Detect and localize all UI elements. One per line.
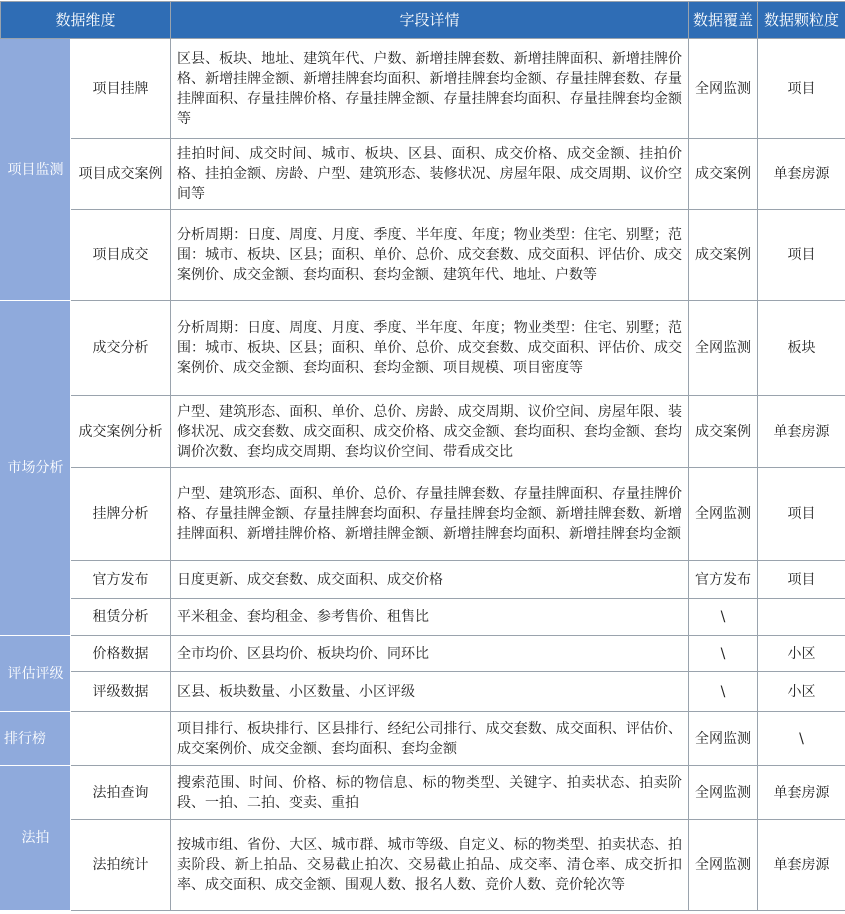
table-row bbox=[1, 139, 845, 210]
sub-dimension-cell bbox=[71, 712, 171, 766]
sub-dimension-cell: 评级数据 bbox=[71, 672, 171, 712]
coverage-cell: 成交案例 bbox=[689, 210, 758, 301]
granularity-cell: 小区 bbox=[758, 636, 845, 672]
field-detail-cell: 按城市组、省份、大区、城市群、城市等级、自定义、标的物类型、拍卖状态、拍卖阶段、新上拍品、交易截止拍次、交易截止拍品、成交率、清仓率、成交折扣率、成交面积、成交金额、围观人数、报名人数、竞价人数、竞价轮次等 bbox=[171, 820, 689, 911]
granularity-cell: 单套房源 bbox=[758, 820, 845, 911]
group-label: 项目监测 bbox=[1, 39, 71, 301]
field-detail-cell: 分析周期：日度、周度、月度、季度、半年度、年度；物业类型：住宅、别墅；范围：城市、板块、区县；面积、单价、总价、成交套数、成交面积、评估价、成交案例价、成交金额、套均面积、套均金额、项目规模、项目密度等 bbox=[171, 301, 689, 396]
table-header-row bbox=[1, 2, 845, 39]
table-row bbox=[1, 636, 845, 672]
sub-dimension-cell: 成交分析 bbox=[71, 301, 171, 396]
coverage-cell: 全网监测 bbox=[689, 766, 758, 820]
granularity-cell: 项目 bbox=[758, 39, 845, 139]
sub-dimension-cell: 挂牌分析 bbox=[71, 468, 171, 561]
granularity-cell: 项目 bbox=[758, 561, 845, 599]
header-granularity: 数据颗粒度 bbox=[758, 2, 845, 39]
sub-dimension-cell: 项目成交 bbox=[71, 210, 171, 301]
field-detail-cell: 搜索范围、时间、价格、标的物信息、标的物类型、关键字、拍卖状态、拍卖阶段、一拍、二拍、变卖、重拍 bbox=[171, 766, 689, 820]
field-detail-cell: 区县、板块、地址、建筑年代、户数、新增挂牌套数、新增挂牌面积、新增挂牌价格、新增挂牌金额、新增挂牌套均面积、新增挂牌套均金额、存量挂牌套数、存量挂牌面积、存量挂牌价格、存量挂牌金额、存量挂牌套均面积、存量挂牌套均金额等 bbox=[171, 39, 689, 139]
table-row bbox=[1, 672, 845, 712]
coverage-cell: 成交案例 bbox=[689, 396, 758, 468]
granularity-cell: 板块 bbox=[758, 301, 845, 396]
field-detail-cell: 挂拍时间、成交时间、城市、板块、区县、面积、成交价格、成交金额、挂拍价格、挂拍金额、房龄、户型、建筑形态、装修状况、房屋年限、成交周期、议价空间等 bbox=[171, 139, 689, 210]
field-detail-cell: 项目排行、板块排行、区县排行、经纪公司排行、成交套数、成交面积、评估价、成交案例价、成交金额、套均面积、套均金额 bbox=[171, 712, 689, 766]
granularity-cell: 单套房源 bbox=[758, 766, 845, 820]
sub-dimension-cell: 租赁分析 bbox=[71, 599, 171, 636]
group-label: 评估评级 bbox=[1, 636, 71, 712]
sub-dimension-cell: 项目挂牌 bbox=[71, 39, 171, 139]
table-row bbox=[1, 766, 845, 820]
group-label: 市场分析 bbox=[1, 301, 71, 636]
field-detail-cell: 日度更新、成交套数、成交面积、成交价格 bbox=[171, 561, 689, 599]
table-row bbox=[1, 301, 845, 396]
coverage-cell: 全网监测 bbox=[689, 39, 758, 139]
sub-dimension-cell: 法拍查询 bbox=[71, 766, 171, 820]
field-detail-cell: 户型、建筑形态、面积、单价、总价、房龄、成交周期、议价空间、房屋年限、装修状况、成交套数、成交面积、成交价格、成交金额、套均面积、套均金额、套均调价次数、套均成交周期、套均议价空间、带看成交比 bbox=[171, 396, 689, 468]
table-row bbox=[1, 210, 845, 301]
sub-dimension-cell: 官方发布 bbox=[71, 561, 171, 599]
table-body bbox=[1, 39, 845, 911]
granularity-cell: 项目 bbox=[758, 210, 845, 301]
granularity-cell: 小区 bbox=[758, 672, 845, 712]
coverage-cell: 全网监测 bbox=[689, 301, 758, 396]
sub-dimension-cell: 成交案例分析 bbox=[71, 396, 171, 468]
field-detail-cell: 平米租金、套均租金、参考售价、租售比 bbox=[171, 599, 689, 636]
coverage-cell: 全网监测 bbox=[689, 712, 758, 766]
table-row bbox=[1, 468, 845, 561]
sub-dimension-cell: 法拍统计 bbox=[71, 820, 171, 911]
granularity-cell: 单套房源 bbox=[758, 139, 845, 210]
coverage-cell: \ bbox=[689, 599, 758, 636]
sub-dimension-cell: 项目成交案例 bbox=[71, 139, 171, 210]
coverage-cell: \ bbox=[689, 672, 758, 712]
table-row bbox=[1, 712, 845, 766]
header-coverage: 数据覆盖 bbox=[689, 2, 758, 39]
group-label: 排行榜 bbox=[1, 712, 71, 766]
field-detail-cell: 全市均价、区县均价、板块均价、同环比 bbox=[171, 636, 689, 672]
table-row bbox=[1, 39, 845, 139]
granularity-cell: \ bbox=[758, 712, 845, 766]
header-detail: 字段详情 bbox=[171, 2, 689, 39]
table-row bbox=[1, 396, 845, 468]
granularity-cell bbox=[758, 599, 845, 636]
field-detail-cell: 区县、板块数量、小区数量、小区评级 bbox=[171, 672, 689, 712]
table-row bbox=[1, 820, 845, 911]
field-detail-cell: 分析周期：日度、周度、月度、季度、半年度、年度；物业类型：住宅、别墅；范围：城市、板块、区县；面积、单价、总价、成交套数、成交面积、评估价、成交案例价、成交金额、套均面积、套均金额、建筑年代、地址、户数等 bbox=[171, 210, 689, 301]
coverage-cell: 官方发布 bbox=[689, 561, 758, 599]
header-dimension: 数据维度 bbox=[1, 2, 171, 39]
table-row bbox=[1, 599, 845, 636]
granularity-cell: 单套房源 bbox=[758, 396, 845, 468]
coverage-cell: 全网监测 bbox=[689, 468, 758, 561]
granularity-cell: 项目 bbox=[758, 468, 845, 561]
coverage-cell: 成交案例 bbox=[689, 139, 758, 210]
field-detail-cell: 户型、建筑形态、面积、单价、总价、存量挂牌套数、存量挂牌面积、存量挂牌价格、存量挂牌金额、存量挂牌套均面积、存量挂牌套均金额、新增挂牌套数、新增挂牌面积、新增挂牌价格、新增挂牌金额、新增挂牌套均面积、新增挂牌套均金额 bbox=[171, 468, 689, 561]
sub-dimension-cell: 价格数据 bbox=[71, 636, 171, 672]
table-row bbox=[1, 561, 845, 599]
coverage-cell: \ bbox=[689, 636, 758, 672]
group-label: 法拍 bbox=[1, 766, 71, 911]
data-dimension-table bbox=[0, 1, 845, 911]
coverage-cell: 全网监测 bbox=[689, 820, 758, 911]
